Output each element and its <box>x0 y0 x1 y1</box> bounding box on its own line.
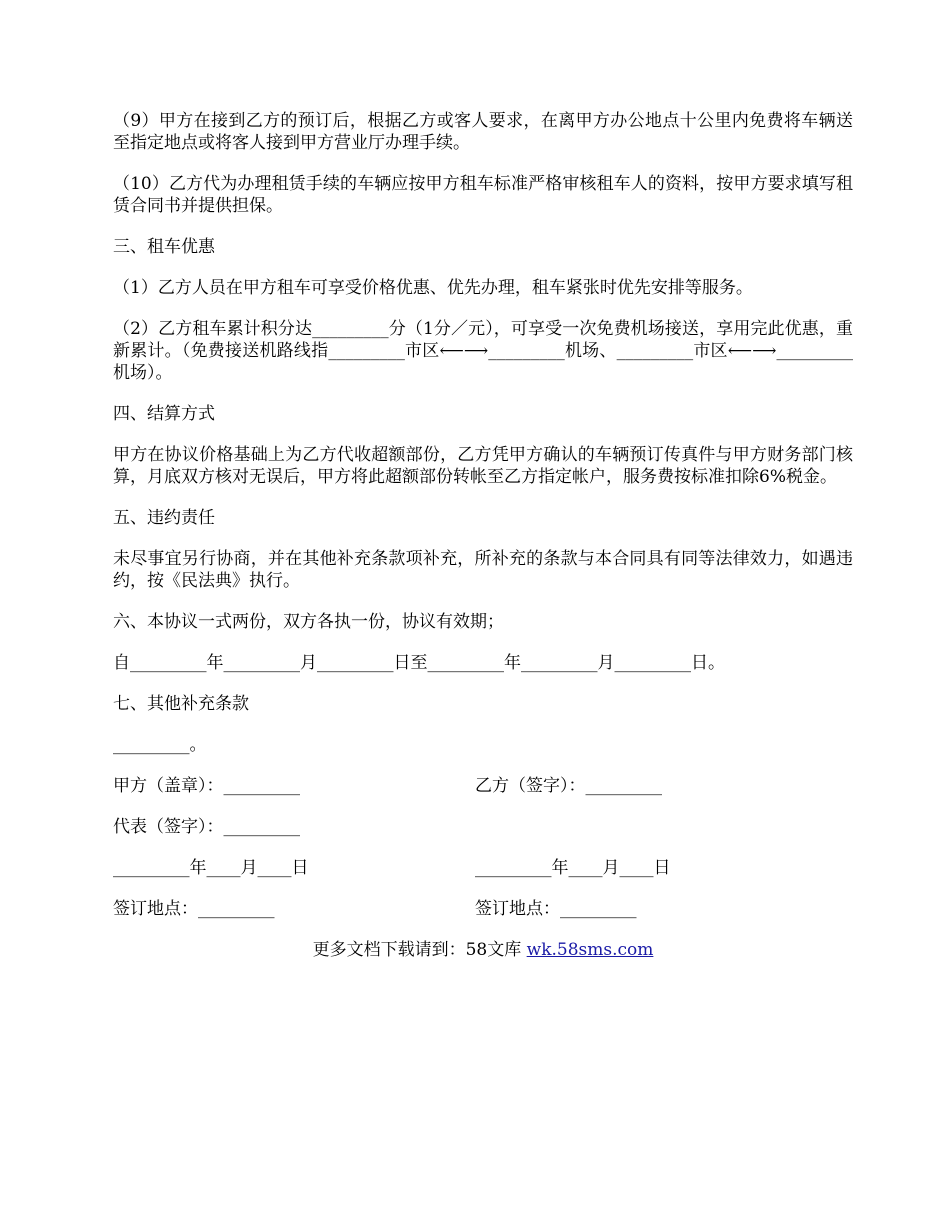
section-4-heading: 四、结算方式 <box>113 404 215 424</box>
section-7-heading: 七、其他补充条款 <box>113 694 249 714</box>
document-page <box>113 110 853 961</box>
place-right: 签订地点：_________ <box>475 899 637 919</box>
clause-10: （10）乙方代为办理租赁手续的车辆应按甲方租车标准严格审核租车人的资料，按甲方要求填写租赁合同书并提供担保。 <box>113 174 853 216</box>
section-3-heading: 三、租车优惠 <box>113 237 215 257</box>
date-left: _________年____月____日 <box>113 858 309 878</box>
footer-link[interactable]: wk.58sms.com <box>526 940 654 960</box>
signature-row-places <box>113 898 853 920</box>
footer <box>113 939 853 961</box>
clause-9: （9）甲方在接到乙方的预订后，根据乙方或客人要求，在离甲方办公地点十公里内免费将车辆送至指定地点或将客人接到甲方营业厅办理手续。 <box>113 111 853 153</box>
supplementary-blank: _________。 <box>113 735 207 755</box>
footer-prefix: 更多文档下载请到：58文库 <box>312 940 527 960</box>
discount-clause-1: （1）乙方人员在甲方租车可享受价格优惠、优先办理，租车紧张时优先安排等服务。 <box>113 278 753 298</box>
section-5-heading: 五、违约责任 <box>113 508 215 528</box>
signature-row-representative <box>113 816 853 838</box>
signature-row-dates <box>113 857 853 879</box>
breach-paragraph: 未尽事宜另行协商，并在其他补充条款项补充，所补充的条款与本合同具有同等法律效力，如遇违约，按《民法典》执行。 <box>113 549 853 591</box>
settlement-paragraph: 甲方在协议价格基础上为乙方代收超额部份，乙方凭甲方确认的车辆预订传真件与甲方财务部门核算，月底双方核对无误后，甲方将此超额部份转帐至乙方指定帐户，服务费按标准扣除6%税金。 <box>113 445 853 487</box>
party-b-sign: 乙方（签字）：_________ <box>475 776 662 796</box>
place-left: 签订地点：_________ <box>113 899 275 919</box>
signature-row-parties <box>113 775 853 797</box>
discount-clause-2: （2）乙方租车累计积分达_________分（1分／元），可享受一次免费机场接送，享用完此优惠，重新累计。（免费接送机路线指_________市区⟵⟶_________机场、_________市区⟵⟶_________机场）。 <box>113 319 853 383</box>
section-6-heading: 六、本协议一式两份，双方各执一份，协议有效期； <box>113 612 504 632</box>
date-right: _________年____月____日 <box>475 858 671 878</box>
representative-sign: 代表（签字）：_________ <box>113 817 300 837</box>
validity-period: 自_________年_________月_________日至_________年_________月_________日。 <box>113 653 725 673</box>
party-a-seal: 甲方（盖章）：_________ <box>113 776 300 796</box>
